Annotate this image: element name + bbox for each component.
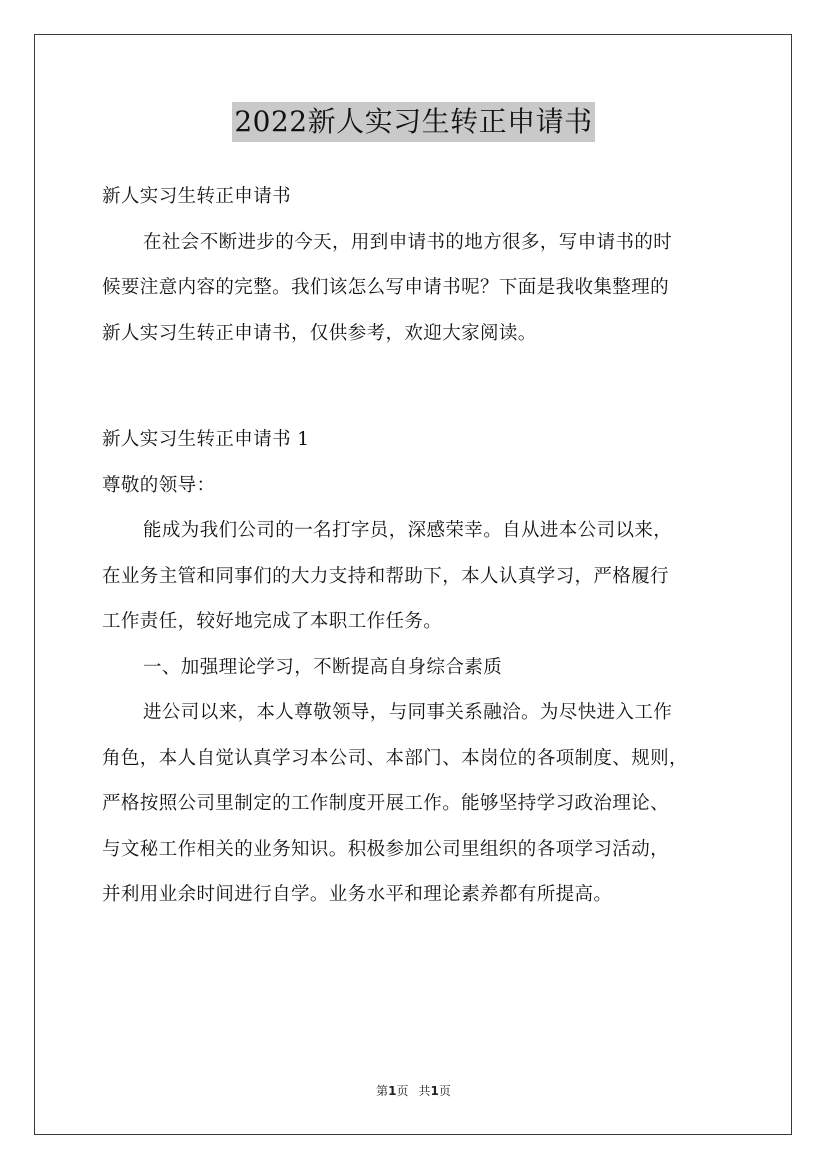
title-container [0,102,827,142]
body-line-1: 能成为我们公司的一名打字员，深感荣幸。自从进本公司以来， [143,520,673,541]
page-number: 1 [388,1084,397,1098]
body-line-8: 并利用业余时间进行自学。业务水平和理论素养都有所提高。 [102,884,613,905]
body-line-2: 在业务主管和同事们的大力支持和帮助下，本人认真学习，严格履行 [102,565,670,587]
intro-line-2: 候要注意内容的完整。我们该怎么写申请书呢？下面是我收集整理的 [102,277,670,298]
total-suffix: 页 [438,1084,451,1098]
document-title: 2022新人实习生转正申请书 [232,102,594,142]
body-line-6: 严格按照公司里制定的工作制度开展工作。能够坚持学习政治理论、 [102,793,670,814]
paragraph-gap [102,356,730,417]
subtitle-line: 新人实习生转正申请书 [102,186,292,207]
body-line-3: 工作责任，较好地完成了本职工作任务。 [102,611,443,632]
section-heading: 新人实习生转正申请书 1 [102,429,310,450]
point-heading-1: 一、加强理论学习，不断提高自身综合素质 [143,656,503,678]
page-prefix: 第 [376,1084,389,1098]
salutation: 尊敬的领导： [102,474,216,496]
total-prefix: 共 [418,1084,431,1098]
total-number: 1 [430,1084,439,1098]
intro-line-3: 新人实习生转正申请书，仅供参考，欢迎大家阅读。 [102,322,537,344]
body-line-7: 与文秘工作相关的业务知识。积极参加公司里组织的各项学习活动， [102,838,670,860]
body-line-4: 进公司以来，本人尊敬领导，与同事关系融洽。为尽快进入工作 [143,702,673,723]
page-suffix: 页 [396,1084,409,1098]
body-line-5: 角色，本人自觉认真学习本公司、本部门、本岗位的各项制度、规则， [102,747,688,769]
document-body [102,174,730,918]
intro-line-1: 在社会不断进步的今天，用到申请书的地方很多，写申请书的时 [143,231,673,253]
page-footer [0,1083,827,1099]
